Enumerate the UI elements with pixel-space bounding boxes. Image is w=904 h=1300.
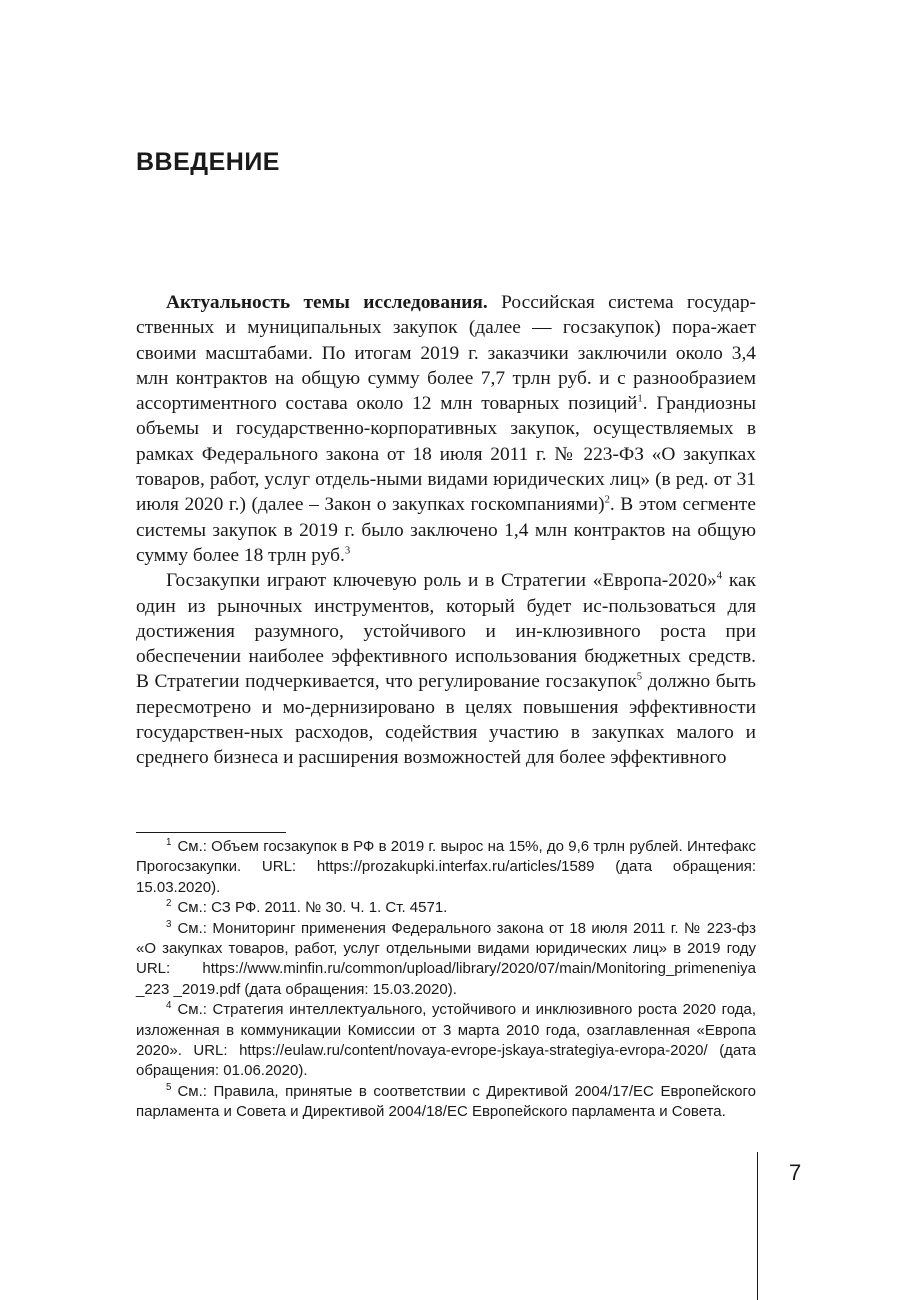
footnote-number: 4 xyxy=(166,1000,172,1012)
page-title: ВВЕДЕНИЕ xyxy=(136,148,280,176)
paragraph-strategy xyxy=(136,568,756,770)
footnote-text: См.: СЗ РФ. 2011. № 30. Ч. 1. Ст. 4571. xyxy=(177,899,448,917)
text-fragment: Госзакупки играют ключевую роль и в Стратегии «Европа-2020» xyxy=(166,570,717,592)
footnote-ref: 4 xyxy=(716,569,723,582)
footnote-number: 2 xyxy=(166,898,172,910)
footnote-text: См.: Правила, принятые в соответствии с Директивой 2004/17/ЕС Европейского парламента и Совета и Директивой 2004/18/ЕС Европейского парламента и Совета. xyxy=(136,1082,756,1121)
footnote-ref: 2 xyxy=(604,493,610,506)
footnote-text: См.: Мониторинг применения Федерального закона от 18 июля 2011 г. № 223-фз «О закупках товаров, работ, услуг отдельными видами юридических лиц» в 2019 году URL: https://www.minfin.ru/common/upload/library/2020/07/main/Monitoring_primeneniya _223 _2019.pdf (дата обращения: 15.03.2020). xyxy=(136,919,756,998)
footnote xyxy=(136,1000,756,1082)
footnote-text: См.: Стратегия интеллектуального, устойчивого и инклюзивного роста 2020 года, изложенная в коммуникации Комиссии от 3 марта 2010 года, озаглавленная «Европа 2020». URL: https://eulaw.ru/content/novaya-evrope-jskaya-strategiya-evropa-2020/ (дата обращения: 01.06.2020). xyxy=(136,1001,756,1080)
page-number: 7 xyxy=(789,1160,802,1185)
footnote-number: 1 xyxy=(166,837,172,848)
footnote xyxy=(136,837,756,898)
text-fragment: как один из рыночных инструментов, который будет ис-пользоваться для достижения разумного, устойчивого и ин-клюзивного роста при обеспечении наиболее эффективного использования бюджетных средств. В Стратегии подчеркивается, что регулирование госзакупок xyxy=(136,570,756,693)
footnote xyxy=(136,898,756,918)
text-fragment: должно быть пересмотрено и мо-дернизировано в целях повышения эффективности государствен-ных расходов, содействия участию в закупках малого и среднего бизнеса и расширения возможностей для более эффективного xyxy=(136,671,757,769)
page-margin-rule xyxy=(757,1152,758,1300)
footnote-ref: 5 xyxy=(636,670,643,683)
footnote-number: 3 xyxy=(166,918,172,930)
footnote-text: См.: Объем госзакупок в РФ в 2019 г. вырос на 15%, до 9,6 трлн рублей. Интефакс Прогосзакупки. URL: https://prozakupki.interfax.ru/articles/1589 (дата обращения: 15.03.2020). xyxy=(136,838,756,896)
text-fragment: Российская система государ-ственных и муниципальных закупок (далее — госзакупок) пора-жает своими масштабами. По итогам 2019 г. заказчики заключили около 3,4 млн контрактов на общую сумму более 7,7 трлн руб. и с разнообразием ассортиментного состава около 12 млн товарных позиций xyxy=(136,292,757,415)
text-fragment: . В этом сегменте системы закупок в 2019 г. было заключено 1,4 млн контрактов на общую сумму более 18 трлн руб. xyxy=(136,494,756,566)
footnote-ref: 1 xyxy=(637,392,643,405)
footnote xyxy=(136,1082,756,1123)
footnotes xyxy=(136,837,756,1123)
footnote-number: 5 xyxy=(166,1081,172,1093)
footnote xyxy=(136,919,756,1001)
paragraph-lead: Актуальность темы исследования. xyxy=(166,292,488,313)
footnote-separator xyxy=(136,832,286,833)
text-fragment: . Грандиозны объемы и государственно-корпоративных закупок, осуществляемых в рамках Федерального закона от 18 июля 2011 г. № 223-ФЗ «О закупках товаров, работ, услуг отдель-ными видами юридических лиц» (в ред. от 31 июля 2020 г.) (далее – Закон о закупках госкомпаниями) xyxy=(136,393,756,516)
main-text xyxy=(136,290,756,771)
footnote-ref: 3 xyxy=(344,544,351,557)
paragraph-relevance xyxy=(136,290,756,568)
